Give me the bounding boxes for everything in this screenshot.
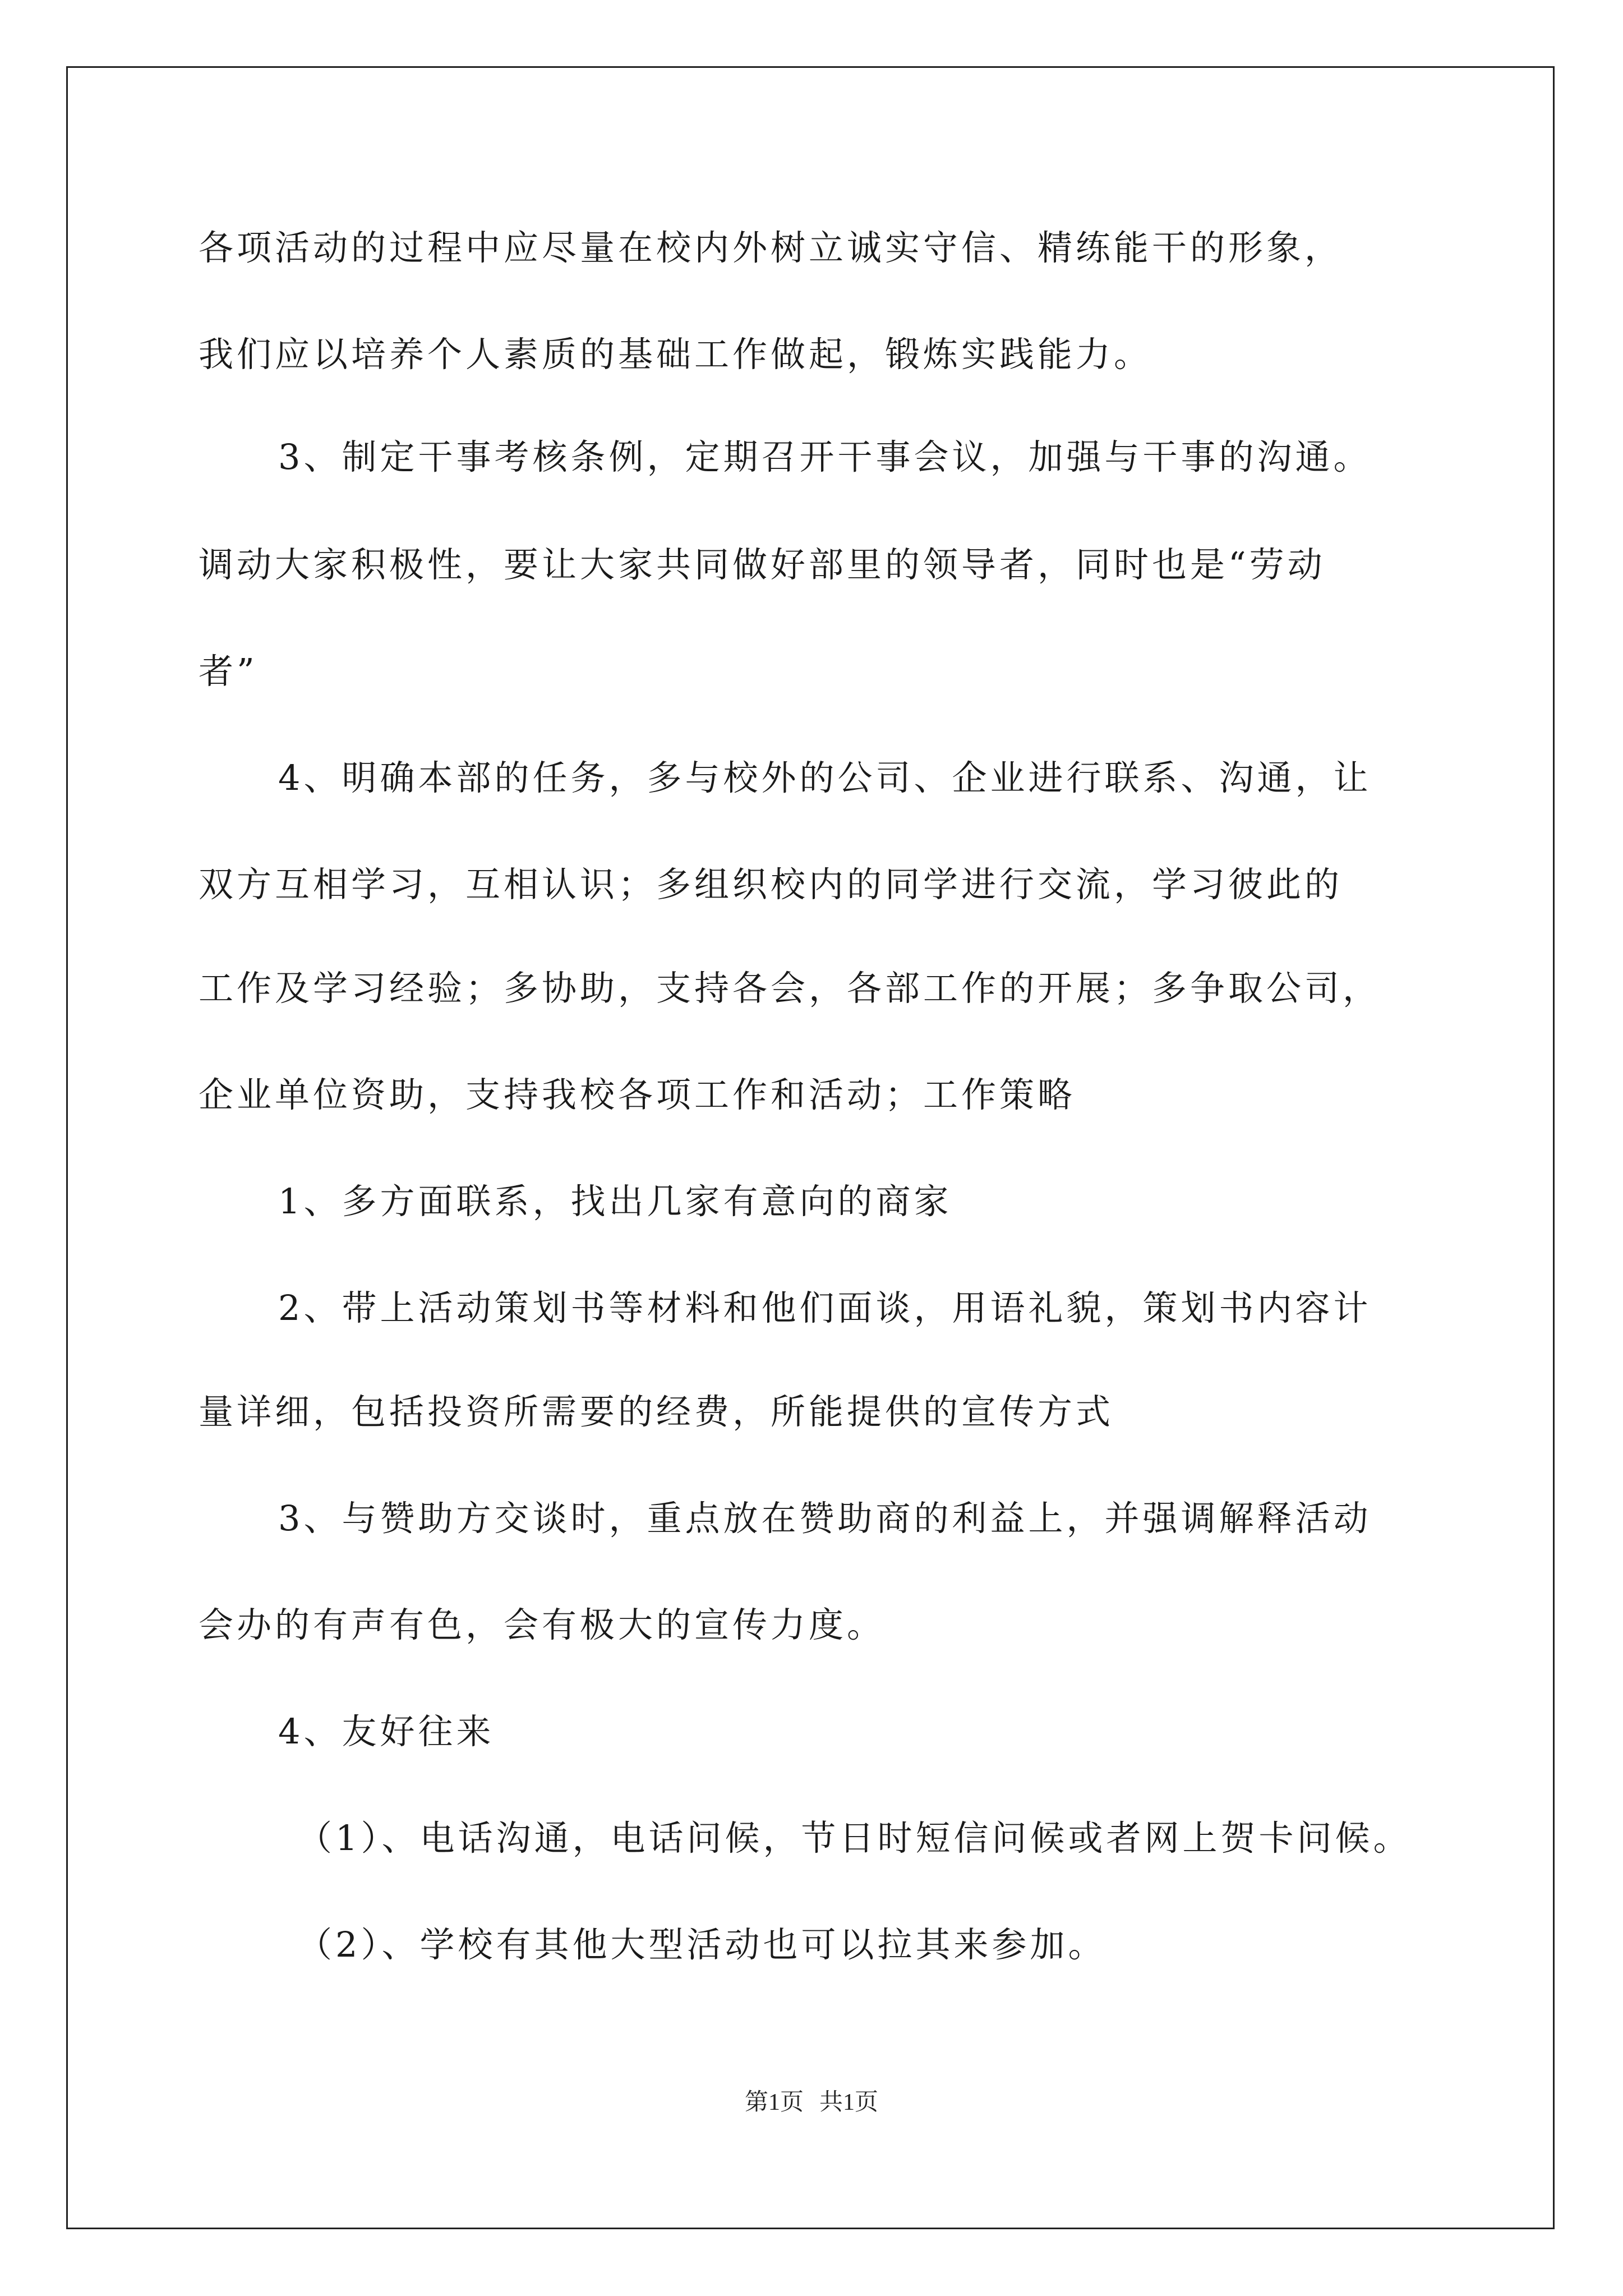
text-line: 量详细，包括投资所需要的经费，所能提供的宣传方式 — [199, 1391, 1114, 1432]
text-line: 各项活动的过程中应尽量在校内外树立诚实守信、精练能干的形象， — [199, 227, 1343, 268]
text-line: 企业单位资助，支持我校各项工作和活动；工作策略 — [199, 1074, 1076, 1115]
text-line: 3、与赞助方交谈时，重点放在赞助商的利益上，并强调解释活动 — [278, 1498, 1372, 1539]
text-line: 会办的有声有色，会有极大的宣传力度。 — [199, 1604, 886, 1645]
text-line: 我们应以培养个人素质的基础工作做起，锻炼实践能力。 — [199, 334, 1152, 375]
page-border — [66, 66, 1555, 2229]
text-line: 者” — [199, 651, 258, 692]
text-line: 3、制定干事考核条例，定期召开干事会议，加强与干事的沟通。 — [278, 436, 1372, 477]
page-footer — [0, 2088, 1623, 2117]
text-line: （1）、电话沟通，电话问候，节日时短信问候或者网上贺卡问候。 — [297, 1818, 1412, 1858]
text-line: 4、友好往来 — [278, 1711, 495, 1752]
text-line: 4、明确本部的任务，多与校外的公司、企业进行联系、沟通，让 — [278, 757, 1372, 798]
text-line: 双方互相学习，互相认识；多组织校内的同学进行交流，学习彼此的 — [199, 864, 1343, 905]
text-line: 工作及学习经验；多协助，支持各会，各部工作的开展；多争取公司， — [199, 968, 1381, 1009]
text-line: 2、带上活动策划书等材料和他们面谈，用语礼貌，策划书内容计 — [278, 1287, 1372, 1328]
text-line: 调动大家积极性，要让大家共同做好部里的领导者，同时也是“劳动 — [199, 544, 1326, 585]
page-number: 第1页 — [744, 2090, 804, 2115]
page-total: 共1页 — [819, 2090, 879, 2115]
text-line: 1、多方面联系，找出几家有意向的商家 — [278, 1181, 952, 1222]
text-line: （2）、学校有其他大型活动也可以拉其来参加。 — [297, 1924, 1106, 1965]
